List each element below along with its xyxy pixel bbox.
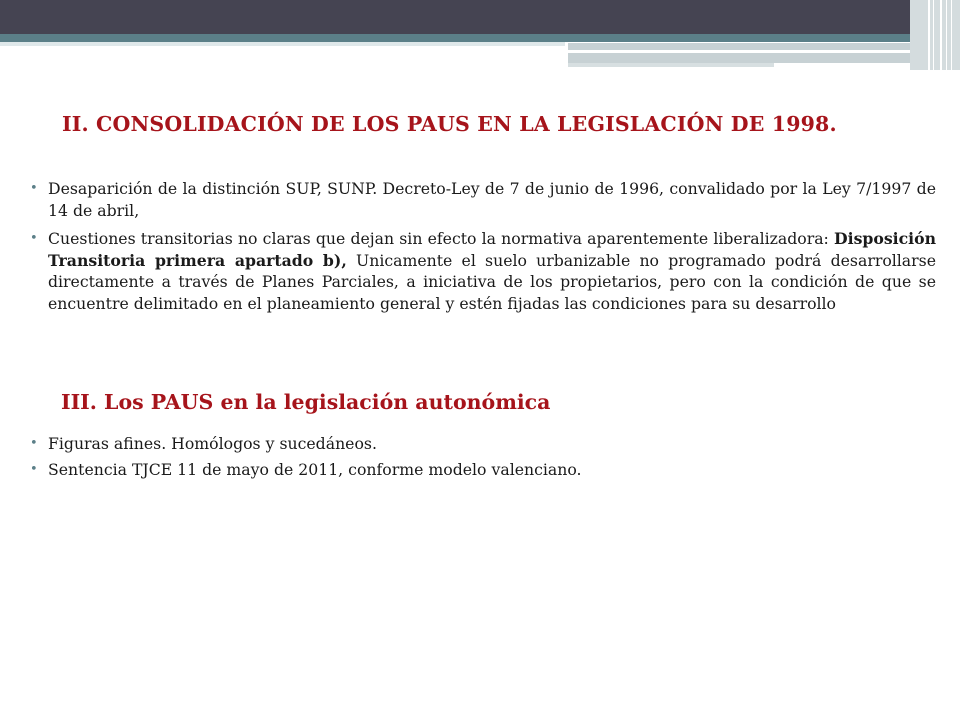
bullet-text-emphasis: Disposición Transitoria primera apartado b), bbox=[48, 229, 936, 270]
list-item bbox=[30, 459, 936, 481]
header-accent-bar bbox=[568, 63, 774, 67]
section-2-title: II. CONSOLIDACIÓN DE LOS PAUS EN LA LEGISLACIÓN DE 1998. bbox=[62, 112, 837, 136]
header-dark-band bbox=[0, 0, 960, 34]
bullet-icon: • bbox=[30, 231, 38, 246]
bullet-text-rest: Unicamente el suelo urbanizable no programado podrá desarrollarse directamente a través de Planes Parciales, a iniciativa de los propietarios, pero con la condición de que se encuentre delimitado en el planeamiento general y estén fijadas las condiciones para su desarrollo bbox=[48, 250, 936, 313]
section-3-title: III. Los PAUS en la legislación autonómica bbox=[61, 390, 551, 414]
header-corner-line bbox=[940, 0, 942, 70]
header-corner-line bbox=[928, 0, 930, 70]
bullet-text: Figuras afines. Homólogos y sucedáneos. bbox=[48, 434, 377, 453]
list-item bbox=[30, 178, 936, 221]
header-teal-stripe bbox=[0, 34, 960, 42]
bullet-text: Sentencia TJCE 11 de mayo de 2011, conforme modelo valenciano. bbox=[48, 459, 582, 479]
section-3-bullet-list bbox=[30, 433, 936, 484]
list-item bbox=[30, 433, 936, 455]
bullet-text: Desaparición de la distinción SUP, SUNP. Decreto-Ley de 7 de junio de 1996, convalidado por la Ley 7/1997 de 14 de abril, bbox=[48, 179, 936, 220]
header-corner-block bbox=[910, 0, 960, 70]
bullet-icon: • bbox=[30, 461, 38, 477]
header-corner-line bbox=[951, 0, 952, 70]
bullet-text-lead: Cuestiones transitorias no claras que dejan sin efecto la normativa aparentemente liberalizadora: bbox=[48, 229, 834, 248]
section-2-bullet-list bbox=[30, 178, 936, 321]
list-item bbox=[30, 228, 936, 314]
header-corner-line bbox=[933, 0, 934, 70]
bullet-icon: • bbox=[30, 436, 38, 451]
header-accent-bar bbox=[568, 53, 910, 63]
header-pale-stripe bbox=[0, 42, 565, 46]
header-corner-line bbox=[946, 0, 947, 70]
header-accent-bar bbox=[568, 43, 910, 50]
bullet-icon: • bbox=[30, 181, 38, 196]
